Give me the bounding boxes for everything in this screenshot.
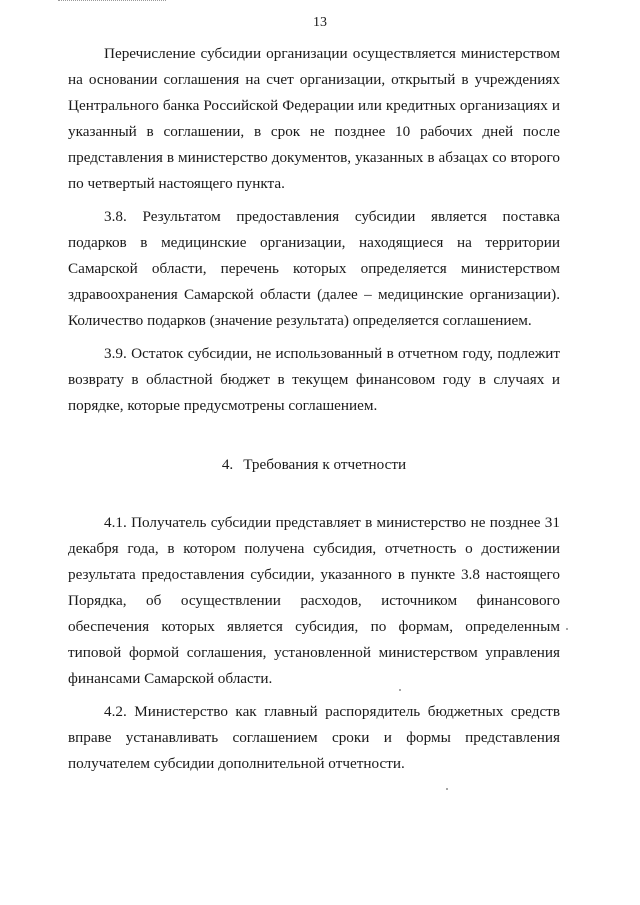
scan-edge-mark (58, 0, 166, 3)
scan-speck (446, 788, 448, 790)
paragraph-3-9: 3.9. Остаток субсидии, не использованный в отчетном году, подлежит возврату в областной бюджет в текущем финансовом году в случаях и порядке, которые предусмотрены соглашением. (68, 345, 560, 414)
section-number: 4. (221, 456, 234, 473)
scan-speck (399, 689, 401, 691)
paragraph-4-2: 4.2. Министерство как главный распорядитель бюджетных средств вправе устанавливать соглашением сроки и формы представления получателем субсидии дополнительной отчетности. (68, 703, 560, 772)
scan-speck (566, 628, 568, 630)
paragraph-3-8: 3.8. Результатом предоставления субсидии является поставка подарков в медицинские организации, находящиеся на территории Самарской области, перечень которых определяется министерством здравоохранения Самарской области (далее – медицинские организации). Количество подарков (значение результата) определяется соглашением. (68, 208, 560, 329)
paragraph-4-1: 4.1. Получатель субсидии представляет в министерство не позднее 31 декабря года, в котором получена субсидия, отчетность о достижении результата предоставления субсидии, указанного в пункте 3.8 настоящего Порядка, об осуществлении расходов, источником финансового обеспечения которых является субсидия, по формам, определенным типовой формой соглашения, установленной министерством управления финансами Самарской области. (68, 514, 560, 687)
page-body (68, 41, 560, 777)
paragraph-subsidy-transfer: Перечисление субсидии организации осуществляется министерством на основании соглашения на счет организации, открытый в учреждениях Центрального банка Российской Федерации или кредитных организациях и указанный в соглашении, в срок не позднее 10 рабочих дней после представления в министерство документов, указанных в абзацах со второго по четвертый настоящего пункта. (68, 45, 560, 192)
section-heading (68, 452, 560, 478)
page-number: 13 (313, 15, 327, 30)
section-title: Требования к отчетности (243, 456, 407, 473)
